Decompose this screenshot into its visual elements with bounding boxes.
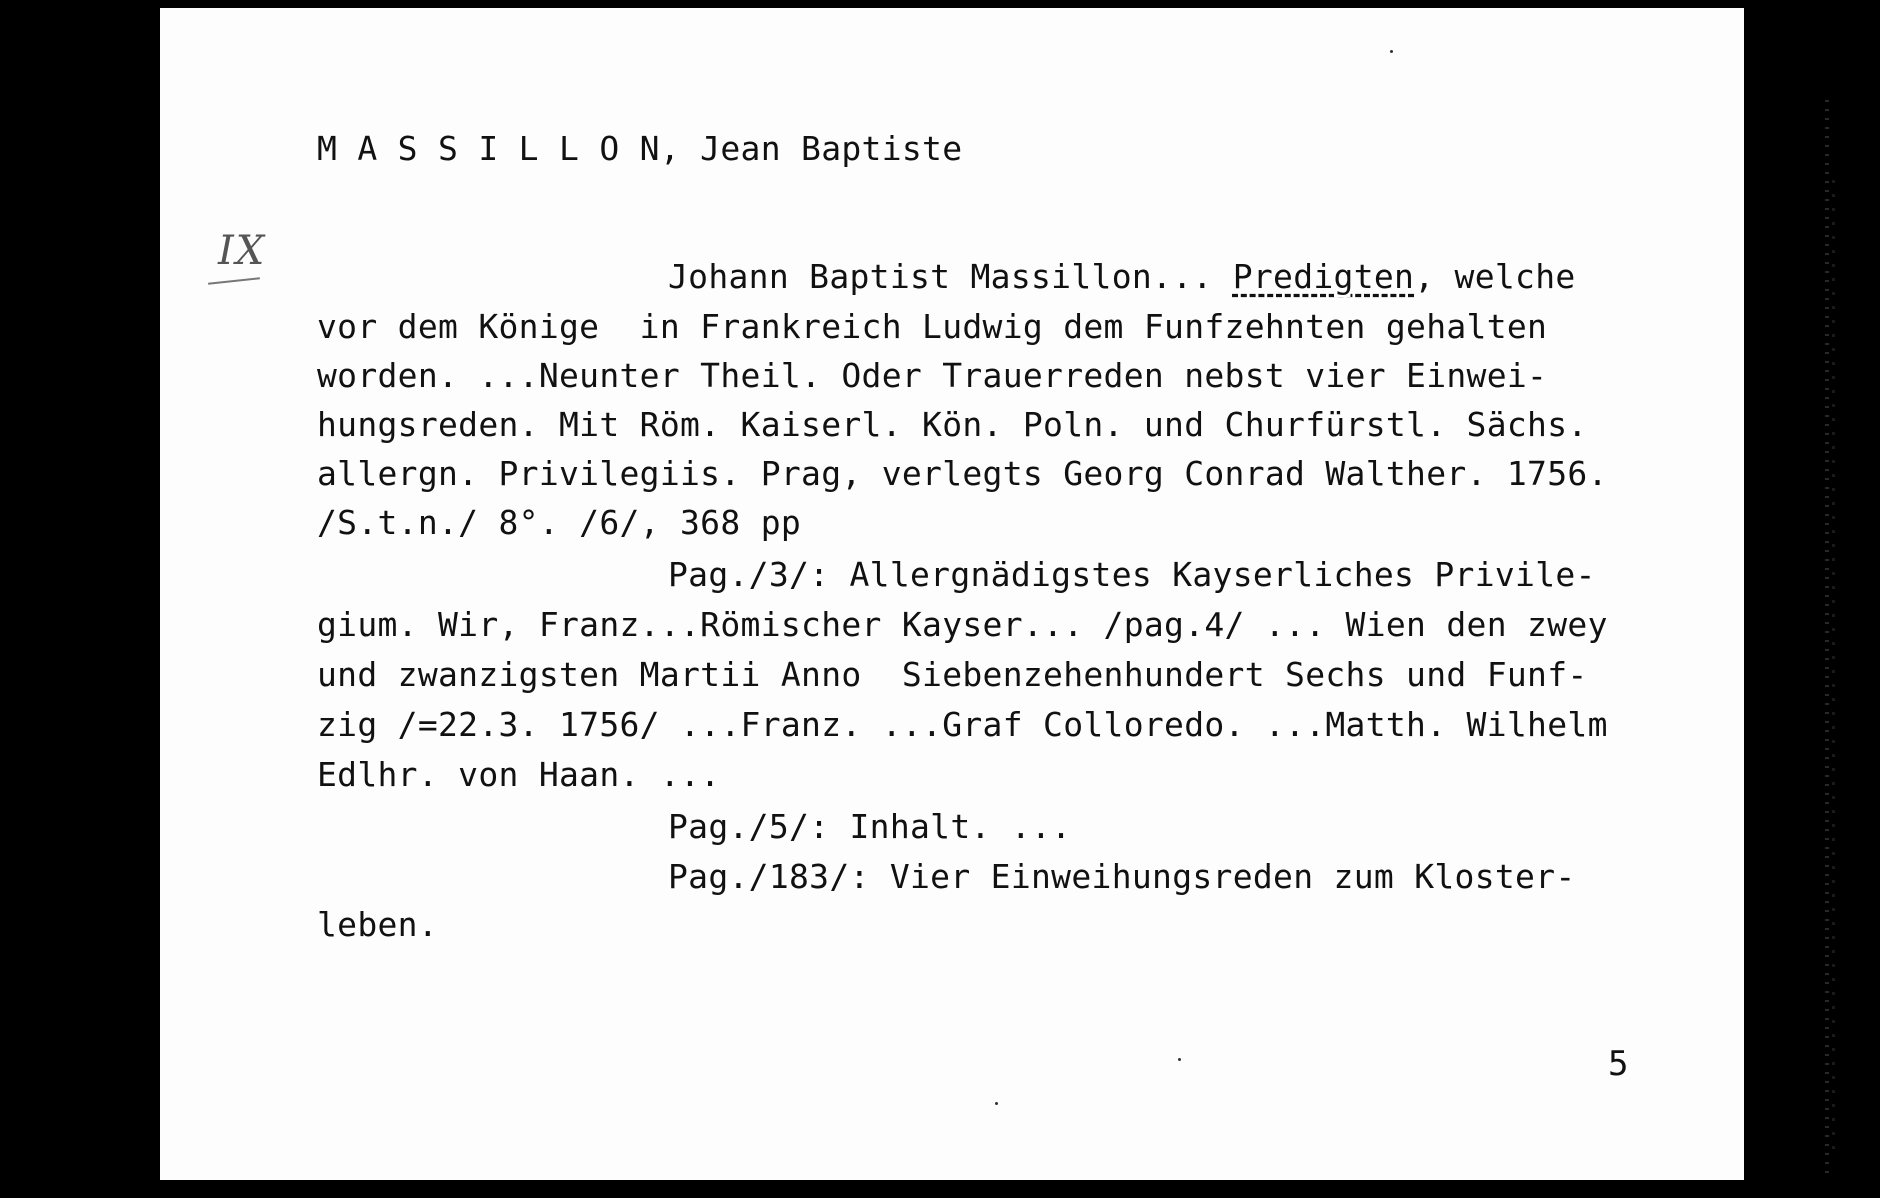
title-text: , welche: [1414, 257, 1576, 296]
privilege-line: Pag./3/: Allergnädigstes Kayserliches Privile-: [668, 555, 1596, 594]
privilege-line: und zwanzigsten Martii Anno Siebenzehenhundert Sechs und Funf-: [317, 655, 1588, 694]
card-heading: M A S S I L L O N, Jean Baptiste: [317, 129, 963, 168]
page-number: 5: [1608, 1044, 1629, 1084]
sermons-line: Pag./183/: Vier Einweihungsreden zum Kloster-: [668, 857, 1576, 896]
title-line: vor dem Könige in Frankreich Ludwig dem Funfzehnten gehalten: [317, 307, 1548, 346]
margin-annotation-underline: [208, 277, 260, 284]
scan-edge-noise: [1832, 180, 1835, 1160]
title-text: Johann Baptist Massillon...: [668, 257, 1233, 296]
title-line: [668, 257, 1576, 296]
dust-speck: [1178, 1058, 1181, 1061]
margin-annotation: IX: [218, 228, 267, 274]
privilege-line: zig /=22.3. 1756/ ...Franz. ...Graf Colloredo. ...Matth. Wilhelm: [317, 705, 1608, 744]
title-line: allergn. Privilegiis. Prag, verlegts Georg Conrad Walther. 1756.: [317, 454, 1608, 493]
privilege-line: Edlhr. von Haan. ...: [317, 755, 721, 794]
catalog-card: [160, 8, 1744, 1180]
dust-speck: [995, 1102, 998, 1105]
scan-edge-noise: [1825, 100, 1829, 1180]
title-line: worden. ...Neunter Theil. Oder Trauerreden nebst vier Einwei-: [317, 356, 1548, 395]
sermons-line: leben.: [317, 905, 439, 944]
contents-line: Pag./5/: Inhalt. ...: [668, 807, 1072, 846]
dust-speck: [1390, 50, 1393, 53]
title-line: hungsreden. Mit Röm. Kaiserl. Kön. Poln. und Churfürstl. Sächs.: [317, 405, 1588, 444]
title-underlined-word: Predigten: [1232, 257, 1415, 296]
title-line: /S.t.n./ 8°. /6/, 368 pp: [317, 503, 802, 542]
privilege-line: gium. Wir, Franz...Römischer Kayser... /pag.4/ ... Wien den zwey: [317, 605, 1608, 644]
